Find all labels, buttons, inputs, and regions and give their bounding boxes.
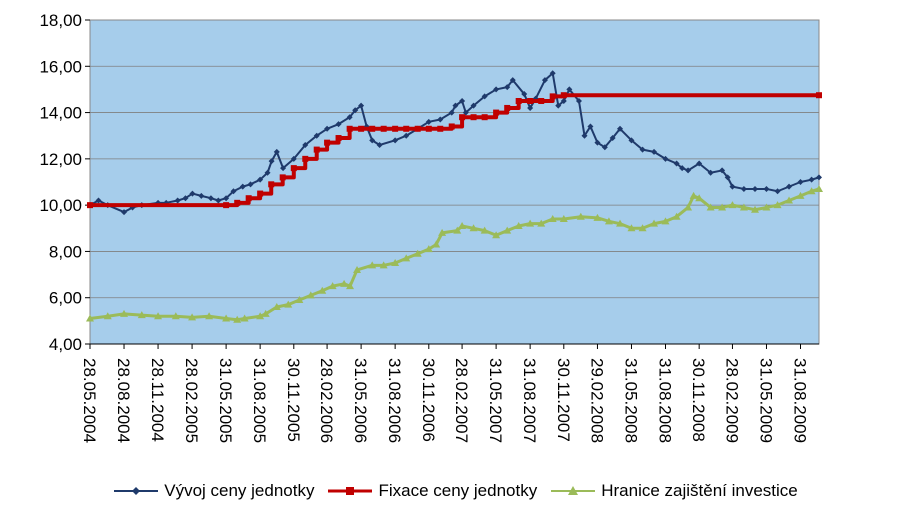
data-point xyxy=(816,92,822,98)
x-tick-label: 28.02.2005 xyxy=(182,358,202,444)
x-tick-label: 30.11.2007 xyxy=(553,358,573,442)
plot-area xyxy=(90,20,819,344)
data-point xyxy=(369,126,375,132)
data-point xyxy=(504,105,510,111)
x-tick-label: 30.11.2006 xyxy=(418,358,438,442)
x-tick-label: 30.11.2008 xyxy=(689,358,709,442)
y-tick-label: 10,00 xyxy=(39,196,82,216)
data-point xyxy=(280,174,286,180)
data-point xyxy=(527,98,533,104)
legend-label-vyvoj: Vývoj ceny jednotky xyxy=(164,481,315,500)
data-point xyxy=(482,114,488,120)
x-tick-label: 28.08.2004 xyxy=(114,358,134,444)
legend-swatch-square-icon xyxy=(328,485,372,497)
data-point xyxy=(291,165,297,171)
data-point xyxy=(516,98,522,104)
x-tick-label: 31.08.2008 xyxy=(655,358,675,444)
data-point xyxy=(347,126,353,132)
x-tick-label: 31.05.2009 xyxy=(756,358,776,444)
data-point xyxy=(550,93,556,99)
data-point xyxy=(459,114,465,120)
legend-swatch-diamond-icon xyxy=(114,485,158,497)
data-point xyxy=(437,126,443,132)
legend-item-fixace xyxy=(328,481,537,501)
data-point xyxy=(223,202,229,208)
x-tick-label: 31.08.2009 xyxy=(790,358,810,444)
data-point xyxy=(336,135,342,141)
data-point xyxy=(268,181,274,187)
x-tick-label: 31.05.2005 xyxy=(216,358,236,444)
legend-label-hranice: Hranice zajištění investice xyxy=(601,481,798,500)
data-point xyxy=(471,114,477,120)
data-point xyxy=(257,191,263,197)
x-tick-label: 28.11.2004 xyxy=(148,358,168,442)
data-point xyxy=(538,98,544,104)
x-tick-label: 28.02.2006 xyxy=(317,358,337,444)
data-point xyxy=(561,92,567,98)
legend-label-fixace: Fixace ceny jednotky xyxy=(378,481,538,500)
legend-item-hranice xyxy=(551,481,798,501)
data-point xyxy=(449,123,455,129)
data-point xyxy=(403,126,409,132)
legend xyxy=(0,478,912,504)
x-tick-label: 30.11.2005 xyxy=(283,358,303,442)
data-point xyxy=(324,140,330,146)
x-tick-label: 31.05.2008 xyxy=(621,358,641,444)
x-tick-label: 28.05.2004 xyxy=(80,358,99,444)
y-axis-ticks xyxy=(39,11,90,354)
x-tick-label: 29.02.2008 xyxy=(587,358,607,444)
x-tick-label: 28.02.2009 xyxy=(722,358,742,444)
y-tick-label: 16,00 xyxy=(39,57,82,77)
legend-item-vyvoj xyxy=(114,481,314,501)
y-tick-label: 6,00 xyxy=(48,288,82,308)
x-tick-label: 28.02.2007 xyxy=(452,358,472,444)
data-point xyxy=(314,147,320,153)
y-tick-label: 4,00 xyxy=(48,335,82,354)
x-tick-label: 31.05.2006 xyxy=(351,358,371,444)
y-tick-label: 14,00 xyxy=(39,103,82,123)
data-point xyxy=(302,156,308,162)
data-point xyxy=(426,126,432,132)
x-tick-label: 31.08.2006 xyxy=(385,358,405,444)
x-axis-ticks xyxy=(80,344,819,443)
data-point xyxy=(415,126,421,132)
data-point xyxy=(246,195,252,201)
x-tick-label: 31.05.2007 xyxy=(486,358,506,444)
legend-swatch-triangle-icon xyxy=(551,485,595,497)
data-point xyxy=(358,126,364,132)
data-point xyxy=(392,126,398,132)
data-point xyxy=(493,110,499,116)
data-point xyxy=(87,202,93,208)
data-point xyxy=(234,200,240,206)
y-tick-label: 8,00 xyxy=(48,242,82,262)
x-tick-label: 31.08.2005 xyxy=(250,358,270,444)
y-tick-label: 12,00 xyxy=(39,149,82,169)
data-point xyxy=(381,126,387,132)
y-tick-label: 18,00 xyxy=(39,11,82,30)
x-tick-label: 31.08.2007 xyxy=(520,358,540,444)
